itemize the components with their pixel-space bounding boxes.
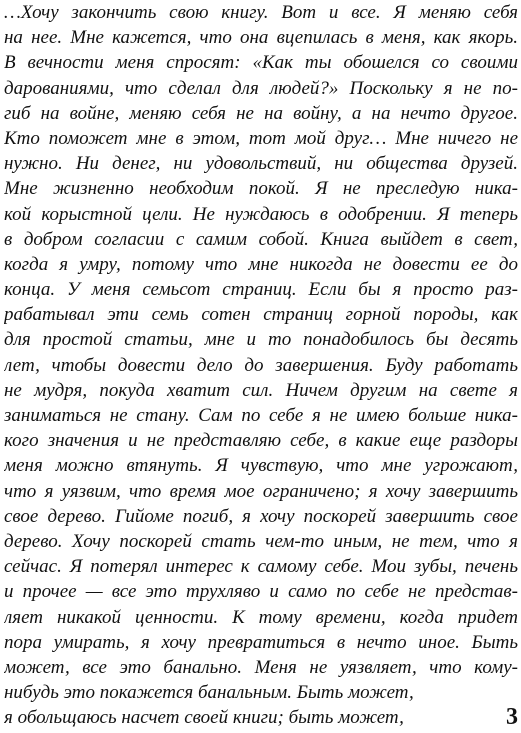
text-line: в добром согласии с самим собой. Книга выйдет в свет,: [4, 228, 518, 250]
text-line: лет, чтобы довести дело до завершения. Буду работать: [4, 354, 518, 376]
text-line: сейчас. Я потерял интерес к самому себе. Мои зубы, печень: [4, 556, 518, 578]
text-line: и прочее — все это трухляво и само по себе не представ-: [4, 581, 518, 603]
text-line: …Хочу закончить свою книгу. Вот и все. Я меняю себя: [4, 2, 518, 23]
text-line: что я уязвим, что время мое ограничено; я хочу завершить: [4, 480, 518, 502]
text-line: конца. У меня семьсот страниц. Если бы я просто раз-: [4, 279, 518, 301]
text-line: я обольщаюсь насчет своей книги; быть может,: [4, 707, 404, 729]
text-line: дарованиями, что сделал для людей?» Поскольку я не по-: [4, 77, 518, 99]
text-line: нужно. Ни денег, ни удовольствий, ни общества друзей.: [4, 153, 518, 175]
text-line: не мудря, покуда хватит сил. Ничем другим на свете я: [4, 379, 518, 401]
text-line: меня можно втянуть. Я чувствую, что мне угрожают,: [4, 455, 518, 477]
text-line: гиб на войне, меняю себя не на войну, а на нечто другое.: [4, 102, 518, 124]
text-line: ляет никакой ценности. К тому времени, когда придет: [4, 606, 518, 628]
text-line: пора умирать, я хочу превратиться в нечто иное. Быть: [4, 631, 518, 653]
text-line: В вечности меня спросят: «Как ты обошелся со своими: [4, 52, 518, 74]
text-line: дерево. Хочу поскорей стать чем-то иным, не тем, что я: [4, 530, 518, 552]
text-line: когда я умру, потому что мне никогда не довести ее до: [4, 253, 518, 275]
text-line: может, все это банально. Меня не уязвляет, что кому-: [4, 656, 518, 678]
text-line: на нее. Мне кажется, что она вцепилась в меня, как якорь.: [4, 27, 518, 49]
text-line: Мне жизненно необходим покой. Я не преследую ника-: [4, 178, 518, 200]
page-number: 3: [506, 704, 518, 730]
text-line: кого значения и не представляю себе, в какие еще раздоры: [4, 430, 518, 452]
text-line: для простой статьи, мне и то понадобилось бы десять: [4, 329, 518, 351]
text-line: нибудь это покажется банальным. Быть может,: [4, 682, 414, 704]
text-line: Кто поможет мне в этом, тот мой друг… Мне ничего не: [4, 127, 518, 149]
text-line: свое дерево. Гийоме погиб, я хочу поскорей завершить свое: [4, 505, 518, 527]
text-line: заниматься не стану. Сам по себе я не имею больше ника-: [4, 405, 518, 426]
body-text: [4, 0, 518, 730]
text-line: рабатывал эти семь сотен страниц горной породы, как: [4, 304, 518, 326]
text-line: кой корыстной цели. Не нуждаюсь в одобрении. Я теперь: [4, 203, 518, 225]
